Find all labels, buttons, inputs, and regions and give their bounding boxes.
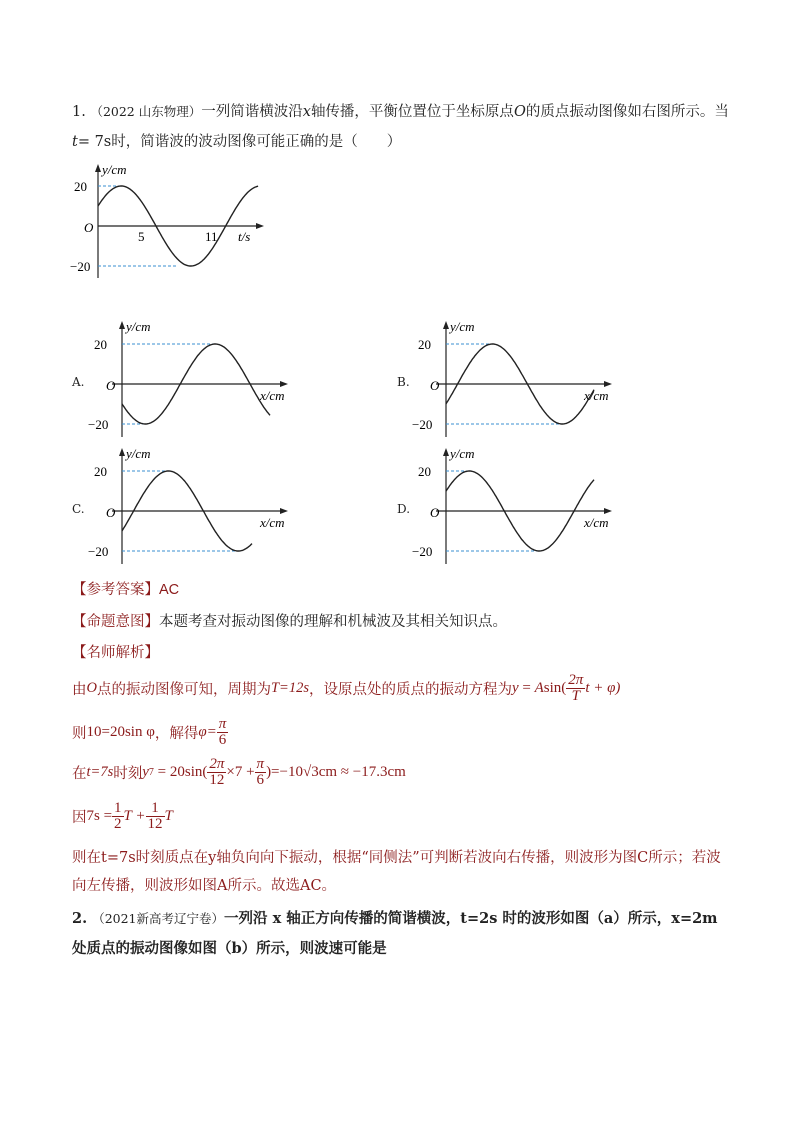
- opt-y-label: y/cm: [450, 446, 475, 461]
- q1-t-var: t: [72, 134, 78, 150]
- option-c-label: C.: [72, 502, 85, 516]
- al1-frac: [566, 673, 585, 704]
- q1-text-b: 轴传播，平衡位置位于坐标原点: [310, 104, 514, 120]
- al4-frac1-num: 1: [114, 799, 122, 816]
- al3-mid: ×7 +: [226, 763, 255, 780]
- al3-a: 在: [72, 765, 87, 782]
- analysis-line1: [72, 668, 620, 708]
- analysis-line5: 则在t=7s时刻质点在y轴负向向下振动，根据“同侧法”可判断若波向右传播，则波形为图C所示；若波: [72, 850, 721, 866]
- opt-y-max: 20: [94, 464, 107, 479]
- q2-number: 2.: [72, 910, 88, 927]
- opt-origin: O: [430, 505, 440, 520]
- al2-b: ，解得: [154, 725, 199, 742]
- opt-x-label: x/cm: [584, 515, 609, 530]
- opt-origin: O: [106, 378, 116, 393]
- vibration-graph: [70, 160, 270, 285]
- q2-text1: 一列沿 x 轴正方向传播的简谐横波，t=2s 时的波形如图（a）所示，x=2m: [224, 910, 718, 927]
- al1-frac-den: T: [571, 687, 580, 704]
- option-d-graph[interactable]: [412, 444, 622, 569]
- al3-sub: 7: [148, 766, 154, 778]
- al4-frac1-den: 2: [114, 815, 122, 832]
- al1-c: ，设原点处的质点的振动方程为: [308, 681, 512, 698]
- vib-tick-11: 11: [205, 229, 218, 244]
- vib-y-max: 20: [74, 179, 87, 194]
- al1-eq-y: y: [511, 679, 519, 696]
- al3-frac2-den: 6: [256, 771, 265, 788]
- q1-line2-rest: 时，简谐波的波动图像可能正确的是（ ）: [111, 134, 402, 150]
- al4-frac2: [146, 801, 165, 832]
- al4-frac2-den: 12: [147, 815, 163, 832]
- analysis-line3: [72, 752, 406, 792]
- opt-x-arrow: [604, 381, 612, 387]
- al1-eq-tail: t + φ): [585, 679, 621, 696]
- opt-y-label: y/cm: [126, 446, 151, 461]
- al3-tail: )=−10√3cm ≈ −17.3cm: [266, 763, 406, 780]
- vib-tick-5: 5: [138, 229, 145, 244]
- opt-origin: O: [106, 505, 116, 520]
- analysis-line6: 向左传播，则波形如图A所示。故选AC。: [72, 878, 337, 894]
- al3-frac2-num: π: [256, 755, 265, 772]
- al2-a: 则: [72, 725, 87, 742]
- option-b-label: B.: [397, 375, 410, 389]
- opt-y-min: −20: [412, 544, 433, 559]
- q2-line2: 处质点的振动图像如图（b）所示，则波速可能是: [72, 940, 387, 957]
- option-a-graph[interactable]: [88, 317, 298, 442]
- q1-text-c: 的质点振动图像如右图所示。当: [525, 104, 729, 120]
- al1-eq-eq: =: [518, 679, 535, 696]
- opt-y-min: −20: [412, 417, 433, 432]
- opt-x-arrow: [280, 508, 288, 514]
- q1-line1: [72, 97, 732, 127]
- al3-y: y: [142, 763, 149, 780]
- opt-y-label: y/cm: [450, 319, 475, 334]
- vib-y-arrow: [95, 164, 101, 172]
- opt-origin: O: [430, 378, 440, 393]
- intent-label: 【命题意图】: [72, 614, 159, 630]
- answer-label: 【参考答案】: [72, 582, 159, 598]
- al4-frac1: [112, 801, 124, 832]
- option-b-graph[interactable]: [412, 317, 622, 442]
- opt-y-arrow: [119, 321, 125, 329]
- q1-o-var: O: [513, 104, 526, 120]
- analysis-line2: [72, 712, 228, 752]
- q1-source: （2022 山东物理）: [90, 104, 202, 119]
- opt-x-label: x/cm: [260, 515, 285, 530]
- q1-text-a: 一列简谐横波沿: [201, 104, 303, 120]
- intent-text: 本题考查对振动图像的理解和机械波及其相关知识点。: [159, 614, 507, 630]
- al4-a: 因: [72, 809, 87, 826]
- analysis-line4: [72, 796, 173, 836]
- al1-b: 点的振动图像可知，周期为: [96, 681, 271, 698]
- al3-eq1: = 20sin(: [153, 763, 208, 780]
- answer-line: [72, 578, 179, 599]
- al3-t: t=7s: [86, 763, 114, 780]
- opt-x-label: x/cm: [260, 388, 285, 403]
- opt-y-min: −20: [88, 417, 109, 432]
- q1-number: 1.: [72, 104, 86, 120]
- al1-eq-sin: sin(: [543, 679, 567, 696]
- vib-y-label: y/cm: [102, 162, 127, 177]
- intent-line: [72, 610, 507, 631]
- analysis-label: 【名师解析】: [72, 645, 159, 661]
- al4-T2: T: [164, 807, 173, 824]
- al1-eq-A: A: [534, 679, 544, 696]
- al4-eq: 7s =: [86, 807, 113, 824]
- al3-frac1-num: 2π: [209, 755, 225, 772]
- al1-frac-num: 2π: [568, 671, 584, 688]
- q1-t-eq: = 7s: [77, 134, 112, 150]
- opt-y-max: 20: [418, 464, 431, 479]
- opt-y-arrow: [443, 448, 449, 456]
- al1-a: 由: [72, 681, 87, 698]
- al2-frac-den: 6: [218, 731, 227, 748]
- vib-y-min: −20: [70, 259, 91, 274]
- opt-y-arrow: [443, 321, 449, 329]
- q2-line1: [72, 904, 752, 934]
- q1-x-var: x: [302, 104, 311, 120]
- al3-frac1: [207, 757, 226, 788]
- q1-line2: [72, 127, 401, 157]
- q2-source: （2021新高考辽宁卷）: [92, 911, 225, 926]
- al1-o: O: [86, 679, 97, 696]
- al4-T1: T +: [123, 807, 146, 824]
- opt-y-arrow: [119, 448, 125, 456]
- al2-frac: [217, 717, 229, 748]
- opt-y-label: y/cm: [126, 319, 151, 334]
- al2-frac-num: π: [218, 715, 227, 732]
- vib-origin: O: [84, 220, 94, 235]
- opt-y-max: 20: [94, 337, 107, 352]
- al2-eq: 10=20sin φ: [86, 723, 155, 740]
- al3-frac2: [255, 757, 267, 788]
- vib-t-arrow: [256, 223, 264, 229]
- option-c-graph[interactable]: [88, 444, 298, 569]
- answer-value: AC: [159, 582, 180, 598]
- al4-frac2-num: 1: [146, 801, 165, 817]
- option-d-label: D.: [397, 502, 411, 516]
- opt-y-max: 20: [418, 337, 431, 352]
- vib-t-label: t/s: [238, 229, 251, 244]
- option-a-label: A.: [72, 375, 85, 389]
- al2-phi: φ=: [198, 723, 217, 740]
- opt-y-min: −20: [88, 544, 109, 559]
- opt-x-label: x/cm: [584, 388, 609, 403]
- opt-x-arrow: [280, 381, 288, 387]
- opt-x-arrow: [604, 508, 612, 514]
- al3-frac1-den: 12: [209, 771, 225, 788]
- al3-b: 时刻: [113, 765, 143, 782]
- al1-T: T=12s: [270, 679, 309, 696]
